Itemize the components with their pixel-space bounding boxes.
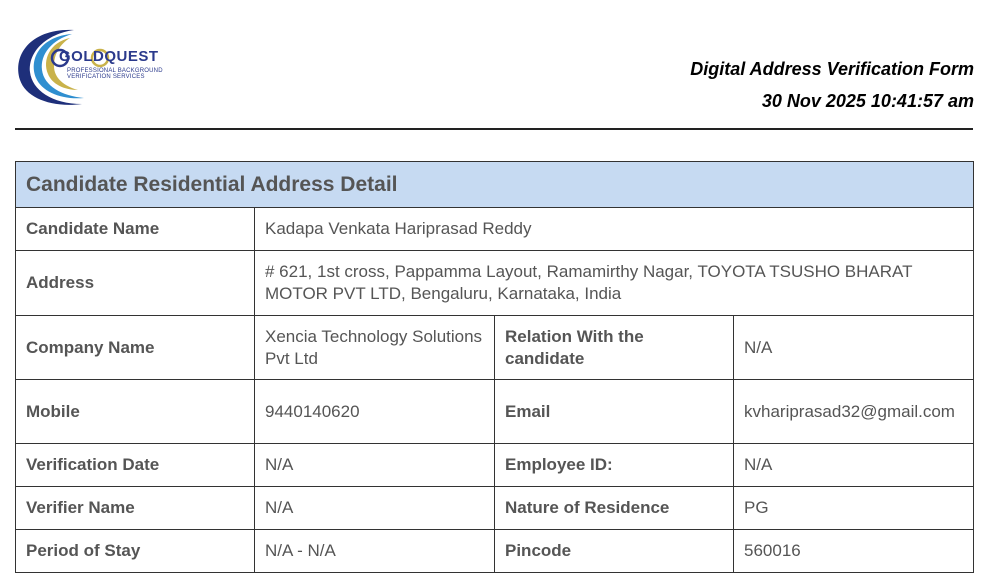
nature-of-residence-label: Nature of Residence — [495, 487, 734, 530]
logo-tagline-line-1: PROFESSIONAL BACKGROUND — [67, 68, 163, 74]
verifier-name-label: Verifier Name — [16, 487, 255, 530]
address-value: # 621, 1st cross, Pappamma Layout, Ramamirthy Nagar, TOYOTA TSUSHO BHARAT MOTOR PVT LTD, Bengaluru, Karnataka, India — [255, 251, 974, 316]
document-header — [0, 0, 987, 130]
section-title: Candidate Residential Address Detail — [16, 162, 974, 208]
table-row — [16, 208, 974, 251]
email-value: kvhariprasad32@gmail.com — [734, 380, 974, 444]
logo-wordmark: GOLDQUEST — [59, 48, 159, 65]
header-divider — [15, 128, 973, 130]
pincode-label: Pincode — [495, 530, 734, 573]
table-row — [16, 251, 974, 316]
form-datetime: 30 Nov 2025 10:41:57 am — [761, 91, 974, 111]
company-name-value: Xencia Technology Solutions Pvt Ltd — [255, 316, 495, 380]
mobile-label: Mobile — [16, 380, 255, 444]
relation-value: N/A — [734, 316, 974, 380]
pincode-value: 560016 — [734, 530, 974, 573]
address-label: Address — [16, 251, 255, 316]
nature-of-residence-value: PG — [734, 487, 974, 530]
logo-tagline — [67, 68, 163, 80]
logo-swoosh-icon — [12, 24, 182, 110]
candidate-name-value: Kadapa Venkata Hariprasad Reddy — [255, 208, 974, 251]
verification-date-label: Verification Date — [16, 444, 255, 487]
table-row — [16, 380, 974, 444]
verifier-name-value: N/A — [255, 487, 495, 530]
verification-date-value: N/A — [255, 444, 495, 487]
table-row — [16, 444, 974, 487]
relation-label: Relation With the candidate — [495, 316, 734, 380]
employee-id-value: N/A — [734, 444, 974, 487]
table-row — [16, 530, 974, 573]
table-row — [16, 316, 974, 380]
company-logo — [12, 24, 182, 110]
company-name-label: Company Name — [16, 316, 255, 380]
table-row — [16, 487, 974, 530]
section-header-row — [16, 162, 974, 208]
mobile-value: 9440140620 — [255, 380, 495, 444]
logo-tagline-line-2: VERIFICATION SERVICES — [67, 74, 145, 80]
address-detail-table — [15, 161, 974, 573]
period-of-stay-label: Period of Stay — [16, 530, 255, 573]
email-label: Email — [495, 380, 734, 444]
employee-id-label: Employee ID: — [495, 444, 734, 487]
period-of-stay-value: N/A - N/A — [255, 530, 495, 573]
candidate-name-label: Candidate Name — [16, 208, 255, 251]
form-title: Digital Address Verification Form — [690, 59, 974, 79]
